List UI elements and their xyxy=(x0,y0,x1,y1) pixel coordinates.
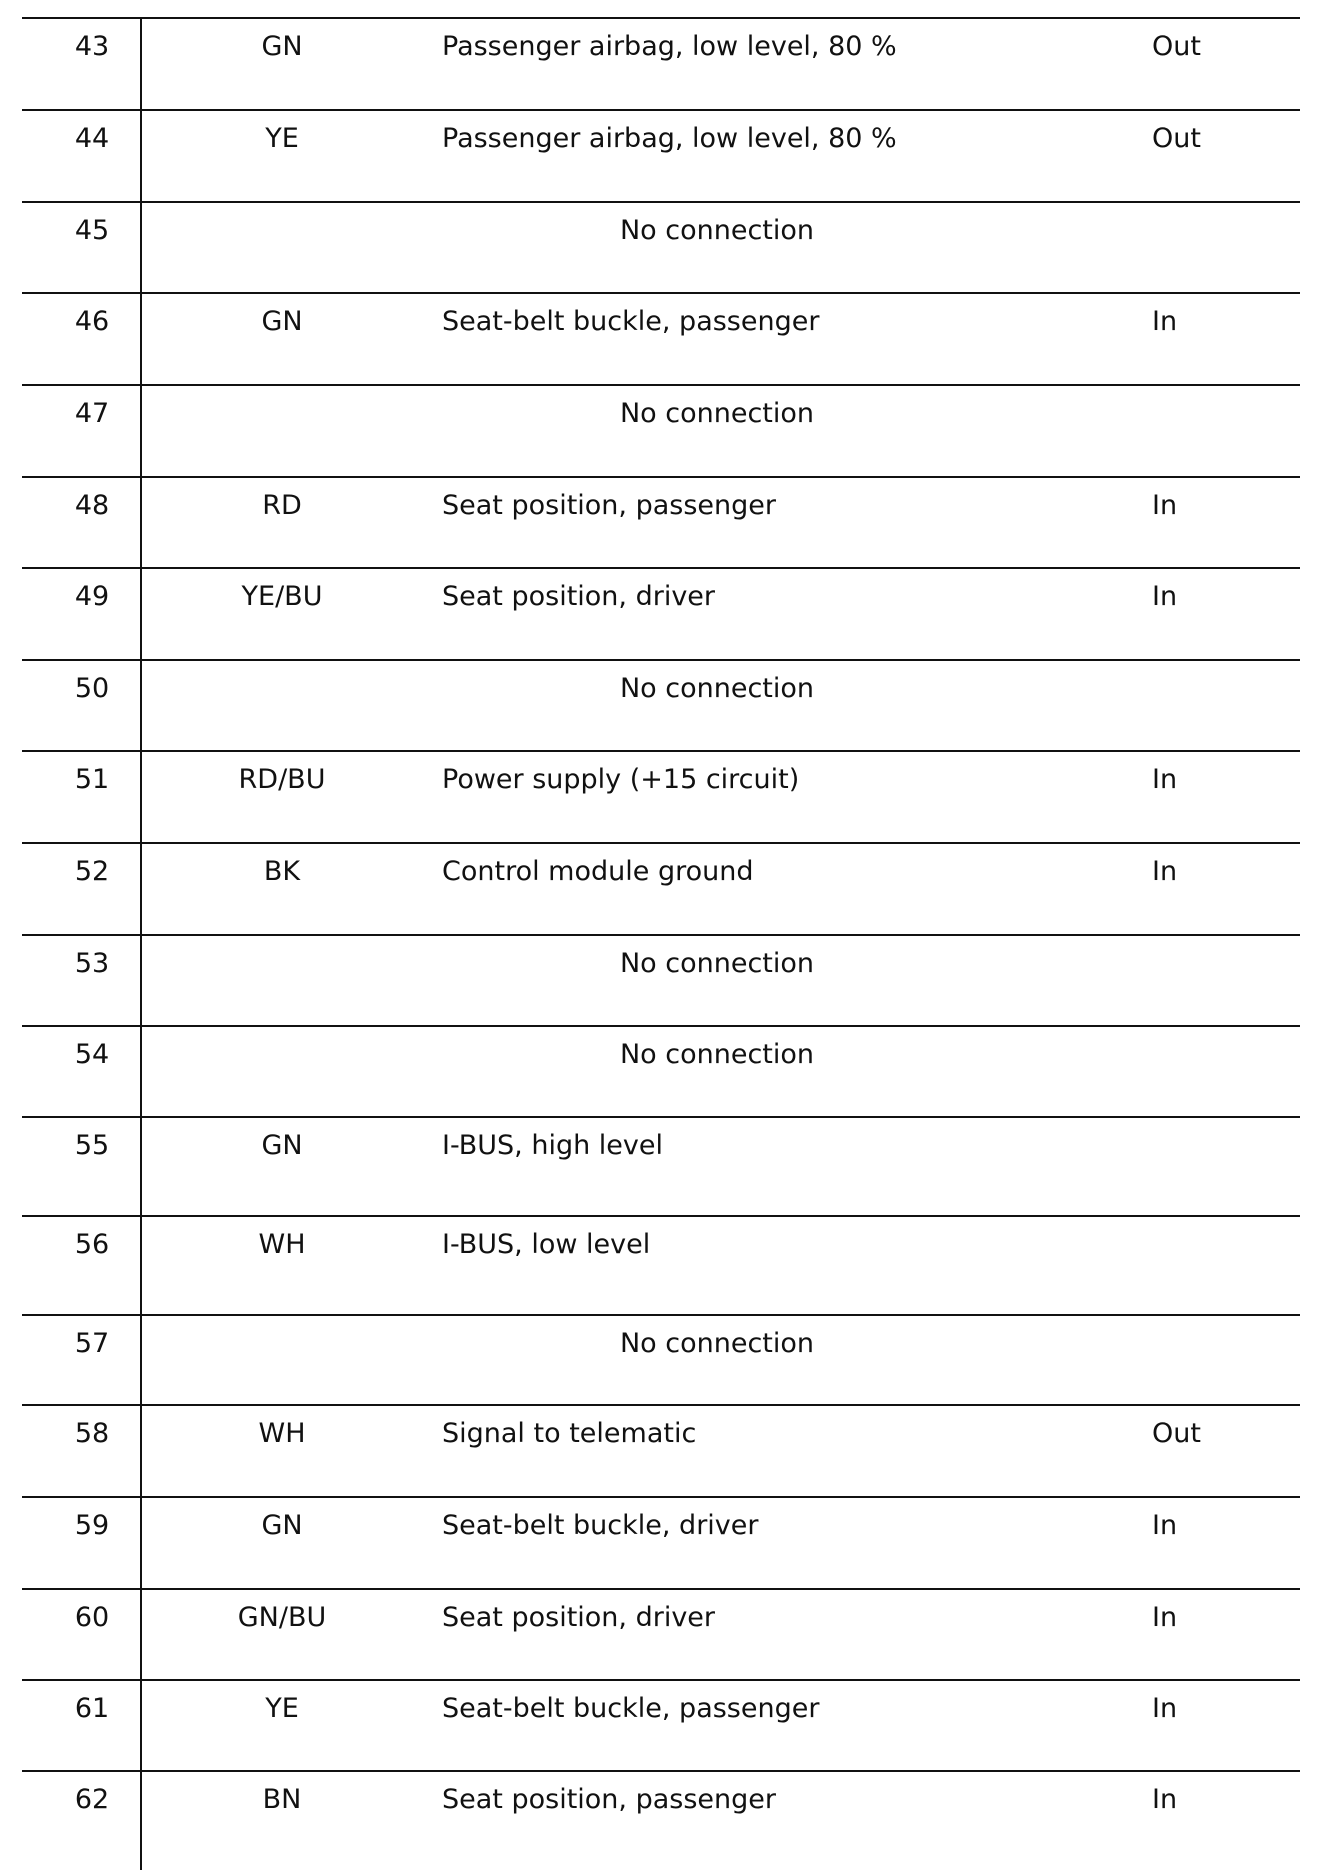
signal-description: Seat position, driver xyxy=(442,581,716,612)
signal-description: Seat position, passenger xyxy=(442,1784,776,1815)
signal-description: I-BUS, high level xyxy=(442,1130,663,1161)
row-divider xyxy=(22,1215,1300,1217)
pin-number: 53 xyxy=(74,948,110,979)
signal-direction: In xyxy=(1152,1510,1178,1541)
pin-number: 43 xyxy=(74,31,110,62)
row-divider xyxy=(22,659,1300,661)
wire-color: WH xyxy=(258,1229,306,1260)
signal-description: Seat-belt buckle, passenger xyxy=(442,1693,820,1724)
signal-direction: In xyxy=(1152,764,1178,795)
signal-direction: Out xyxy=(1152,123,1201,154)
signal-direction: In xyxy=(1152,490,1178,521)
row-divider xyxy=(22,17,1300,19)
row-divider xyxy=(22,1025,1300,1027)
no-connection-label: No connection xyxy=(619,215,815,246)
pin-number: 45 xyxy=(74,215,110,246)
row-divider xyxy=(22,384,1300,386)
pin-number: 56 xyxy=(74,1229,110,1260)
row-divider xyxy=(22,1588,1300,1590)
row-divider xyxy=(22,750,1300,752)
wire-color: YE/BU xyxy=(241,581,323,612)
pin-number: 57 xyxy=(74,1328,110,1359)
no-connection-label: No connection xyxy=(619,398,815,429)
wire-color: WH xyxy=(258,1418,306,1449)
signal-direction: Out xyxy=(1152,1418,1201,1449)
wire-color: GN xyxy=(261,31,303,62)
pin-number: 59 xyxy=(74,1510,110,1541)
signal-description: Signal to telematic xyxy=(442,1418,697,1449)
pin-number: 46 xyxy=(74,306,110,337)
pin-number: 49 xyxy=(74,581,110,612)
signal-description: Passenger airbag, low level, 80 % xyxy=(442,123,897,154)
row-divider xyxy=(22,1496,1300,1498)
pin-number: 58 xyxy=(74,1418,110,1449)
no-connection-label: No connection xyxy=(619,1039,815,1070)
pin-number: 61 xyxy=(74,1693,110,1724)
row-divider xyxy=(22,292,1300,294)
no-connection-label: No connection xyxy=(619,948,815,979)
row-divider xyxy=(22,476,1300,478)
signal-description: Seat position, passenger xyxy=(442,490,776,521)
column-divider xyxy=(140,18,142,1870)
wire-color: RD/BU xyxy=(238,764,326,795)
row-divider xyxy=(22,109,1300,111)
pin-number: 48 xyxy=(74,490,110,521)
signal-direction: Out xyxy=(1152,31,1201,62)
signal-direction: In xyxy=(1152,1784,1178,1815)
pin-number: 50 xyxy=(74,673,110,704)
wire-color: BK xyxy=(263,856,301,887)
wire-color: RD xyxy=(262,490,302,521)
pin-number: 44 xyxy=(74,123,110,154)
signal-direction: In xyxy=(1152,581,1178,612)
row-divider xyxy=(22,201,1300,203)
row-divider xyxy=(22,567,1300,569)
wire-color: GN xyxy=(261,1510,303,1541)
pin-number: 55 xyxy=(74,1130,110,1161)
no-connection-label: No connection xyxy=(619,673,815,704)
wire-color: GN/BU xyxy=(237,1602,327,1633)
signal-description: Power supply (+15 circuit) xyxy=(442,764,800,795)
signal-description: Control module ground xyxy=(442,856,754,887)
signal-description: Passenger airbag, low level, 80 % xyxy=(442,31,897,62)
pin-number: 54 xyxy=(74,1039,110,1070)
signal-description: Seat-belt buckle, passenger xyxy=(442,306,820,337)
pin-number: 60 xyxy=(74,1602,110,1633)
no-connection-label: No connection xyxy=(619,1328,815,1359)
wire-color: GN xyxy=(261,1130,303,1161)
signal-description: I-BUS, low level xyxy=(442,1229,651,1260)
row-divider xyxy=(22,842,1300,844)
wire-color: YE xyxy=(265,1693,299,1724)
row-divider xyxy=(22,1404,1300,1406)
wire-color: BN xyxy=(262,1784,302,1815)
signal-direction: In xyxy=(1152,1602,1178,1633)
row-divider xyxy=(22,1314,1300,1316)
row-divider xyxy=(22,934,1300,936)
signal-direction: In xyxy=(1152,1693,1178,1724)
pin-number: 62 xyxy=(74,1784,110,1815)
row-divider xyxy=(22,1679,1300,1681)
pin-number: 52 xyxy=(74,856,110,887)
signal-description: Seat-belt buckle, driver xyxy=(442,1510,759,1541)
pin-number: 47 xyxy=(74,398,110,429)
wire-color: GN xyxy=(261,306,303,337)
signal-description: Seat position, driver xyxy=(442,1602,716,1633)
signal-direction: In xyxy=(1152,306,1178,337)
pin-number: 51 xyxy=(74,764,110,795)
wire-color: YE xyxy=(265,123,299,154)
row-divider xyxy=(22,1116,1300,1118)
row-divider xyxy=(22,1770,1300,1772)
signal-direction: In xyxy=(1152,856,1178,887)
